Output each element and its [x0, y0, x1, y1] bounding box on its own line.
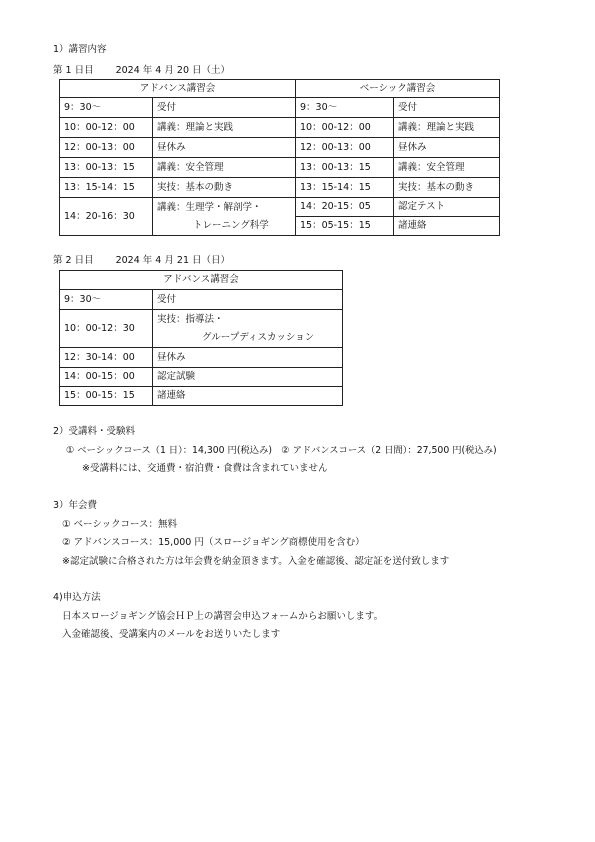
item-line-1: 実技：指導法・ — [157, 313, 224, 325]
time-cell: 13：00-13：15 — [60, 158, 153, 178]
item-cell: 昼休み — [394, 138, 500, 158]
item-cell: 諸連絡 — [153, 387, 343, 406]
item-cell: 昼休み — [153, 138, 296, 158]
table-row — [60, 118, 296, 138]
table-row — [296, 138, 500, 158]
item-cell: 講義：安全管理 — [394, 158, 500, 178]
item-cell: 講義：理論と実践 — [153, 118, 296, 138]
item-cell: 講義：理論と実践 — [394, 118, 500, 138]
item-cell: 受付 — [153, 290, 343, 310]
day1-label: 第 1 日目 — [53, 65, 94, 76]
table-row — [60, 198, 296, 236]
time-cell: 13：00-13：15 — [296, 158, 394, 178]
item-cell: 受付 — [153, 98, 296, 118]
day1-basic-title: ベーシック講習会 — [296, 80, 500, 98]
day1-date: 2024 年 4 月 20 日（土） — [115, 65, 231, 76]
day2-advanced-title: アドバンス講習会 — [60, 271, 343, 290]
day2-label: 第 2 日目 — [53, 255, 94, 266]
table-row — [60, 348, 343, 368]
table-header-row — [60, 271, 343, 290]
item-cell: 諸連絡 — [394, 217, 500, 236]
item-line-2: グループディスカッション — [202, 331, 315, 343]
time-cell: 12：00-13：00 — [296, 138, 394, 158]
table-row — [296, 198, 500, 217]
table-row — [296, 217, 500, 236]
section4-heading: 4)申込方法 — [53, 592, 101, 603]
annual-fee-advanced: ② アドバンスコース：15,000 円（スロージョギング商標使用を含む） — [62, 537, 365, 548]
time-cell: 10：00-12：00 — [60, 118, 153, 138]
table-row — [296, 178, 500, 198]
table-row — [60, 98, 296, 118]
time-cell: 10：00-12：00 — [296, 118, 394, 138]
item-cell: 昼休み — [153, 348, 343, 368]
item-cell: 受付 — [394, 98, 500, 118]
fee-note: ※受講料には、交通費・宿泊費・食費は含まれていません — [82, 463, 328, 474]
section2-heading: 2）受講料・受験料 — [53, 426, 136, 437]
annual-fee-basic: ① ベーシックコース：無料 — [62, 519, 177, 530]
day1-basic-table — [295, 79, 500, 236]
day1-advanced-title: アドバンス講習会 — [60, 80, 296, 98]
table-row — [60, 178, 296, 198]
section1-heading: 1）講習内容 — [53, 44, 107, 55]
day1-heading — [53, 66, 230, 76]
time-cell: 9：30～ — [296, 98, 394, 118]
time-cell: 15：00-15：15 — [60, 387, 153, 406]
table-row — [60, 368, 343, 387]
item-cell: 講義：安全管理 — [153, 158, 296, 178]
time-cell: 14：20-15：05 — [296, 198, 394, 217]
table-header-row — [60, 80, 296, 98]
time-cell: 15：05-15：15 — [296, 217, 394, 236]
time-cell: 12：30-14：00 — [60, 348, 153, 368]
annual-fee-note: ※認定試験に合格された方は年会費を納金頂きます。入金を確認後、認定証を送付致します — [62, 556, 450, 567]
day2-heading — [53, 256, 230, 266]
day1-advanced-table — [59, 79, 296, 236]
table-row — [60, 158, 296, 178]
item-line-2: トレーニング科学 — [193, 219, 269, 231]
table-row — [60, 310, 343, 348]
time-cell: 10：00-12：30 — [60, 310, 153, 348]
time-cell: 14：20-16：30 — [60, 198, 153, 236]
item-cell: 実技：基本の動き — [394, 178, 500, 198]
day2-advanced-table — [59, 270, 343, 406]
table-row — [60, 387, 343, 406]
table-row — [60, 138, 296, 158]
time-cell: 12：00-13：00 — [60, 138, 153, 158]
time-cell: 9：30～ — [60, 98, 153, 118]
item-cell: 認定試験 — [153, 368, 343, 387]
item-cell — [153, 310, 343, 348]
table-row — [296, 118, 500, 138]
item-cell: 実技：基本の動き — [153, 178, 296, 198]
table-row — [296, 98, 500, 118]
section3-heading: 3）年会費 — [53, 500, 98, 511]
table-row — [296, 158, 500, 178]
application-line-1: 日本スロージョギング協会ＨＰ上の講習会申込フォームからお願いします。 — [62, 611, 384, 622]
application-line-2: 入金確認後、受講案内のメールをお送りいたします — [62, 629, 281, 640]
time-cell: 9：30～ — [60, 290, 153, 310]
table-header-row — [296, 80, 500, 98]
time-cell: 13：15-14：15 — [296, 178, 394, 198]
time-cell: 14：00-15：00 — [60, 368, 153, 387]
item-cell — [153, 198, 296, 236]
item-cell: 認定テスト — [394, 198, 500, 217]
fee-line: ① ベーシックコース（1 日）：14,300 円(税込み) ② アドバンスコース（2 日間）：27,500 円(税込み) — [66, 445, 497, 456]
table-row — [60, 290, 343, 310]
time-cell: 13：15-14：15 — [60, 178, 153, 198]
item-line-1: 講義：生理学・解剖学・ — [157, 201, 262, 213]
day2-date: 2024 年 4 月 21 日（日） — [115, 255, 231, 266]
